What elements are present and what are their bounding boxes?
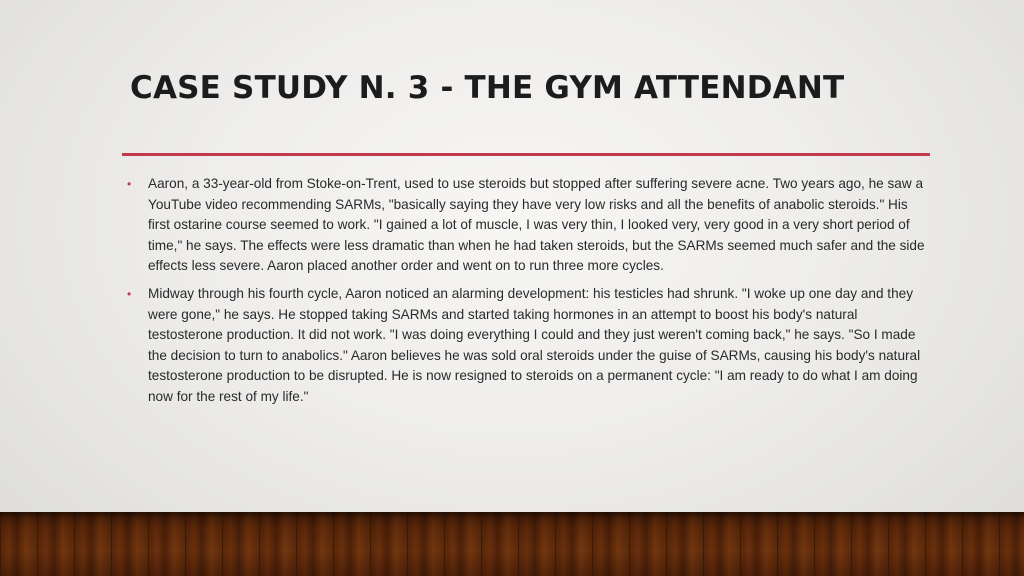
title-underline xyxy=(122,153,930,156)
bullet-text: Midway through his fourth cycle, Aaron noticed an alarming development: his testicles had shrunk. "I woke up one day and they were gone," he says. He stopped taking SARMs and started taking hormones in an attempt to boost his body's natural testosterone production. It did not work. "I was doing everything I could and they just weren't coming back," he says. "So I made the decision to turn to anabolics." Aaron believes he was sold oral steroids under the guise of SARMs, causing his body's natural testosterone production to be disrupted. He is now resigned to steroids on a permanent cycle: "I am ready to do what I am doing now for the rest of my life." xyxy=(148,285,921,404)
slide-body xyxy=(127,174,927,415)
wood-floor-decoration xyxy=(0,512,1024,576)
bullet-item xyxy=(127,284,927,408)
slide-title: CASE STUDY N. 3 - THE GYM ATTENDANT xyxy=(130,70,845,106)
floor-shadow xyxy=(0,512,1024,518)
bullet-icon: • xyxy=(127,177,132,191)
bullet-icon: • xyxy=(127,286,132,301)
bullet-item xyxy=(127,174,927,277)
bullet-text: Aaron, a 33-year-old from Stoke-on-Trent, used to use steroids but stopped after suffering severe acne. Two years ago, he saw a YouTube video recommending SARMs, "basically saying they have very low risks and all the benefits of anabolic steroids." His first ostarine course seemed to work. "I gained a lot of muscle, I was very thin, I looked very, very good in a very short period of time," he says. The effects were less dramatic than when he had taken steroids, but the SARMs seemed much safer and the side effects less severe. Aaron placed another order and went on to run three more cycles. xyxy=(148,176,925,274)
